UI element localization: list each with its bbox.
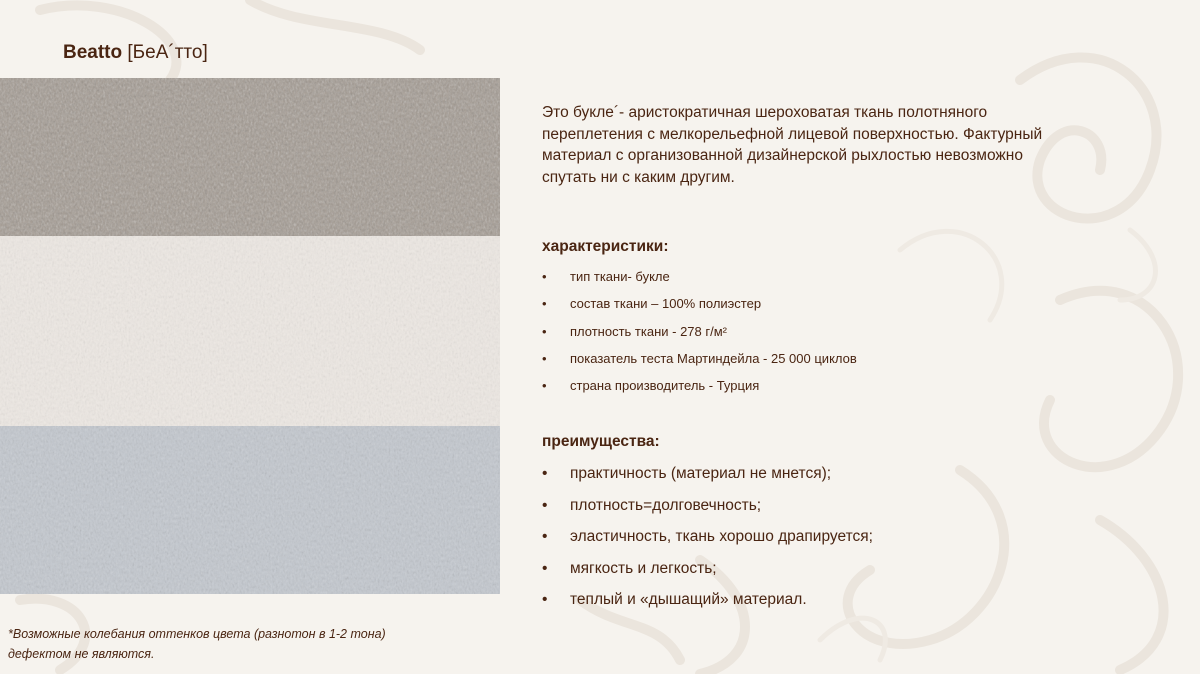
list-item: • практичность (материал не мнется);	[542, 465, 832, 482]
list-item: • состав ткани – 100% полиэстер	[542, 296, 762, 312]
list-item: • тип ткани- букле	[542, 269, 670, 284]
product-title	[63, 42, 208, 64]
color-variation-footnote: *Возможные колебания оттенков цвета (разнотон в 1-2 тона) дефектом не являются.	[8, 627, 386, 661]
bullet-icon: •	[542, 296, 547, 312]
list-item: • теплый и «дышащий» материал.	[542, 591, 807, 608]
fabric-description: Это букле´- аристократичная шероховатая ткань полотняного переплетения с мелкорельефной лицевой поверхностью. Фактурный материал с организованной дизайнерской рыхлостью невозможно спутать ни с каким другим.	[542, 104, 1043, 186]
product-pronunciation: [БеА´тто]	[127, 42, 208, 63]
fabric-swatch-grey-blue	[0, 426, 500, 594]
bullet-icon: •	[542, 269, 547, 284]
list-item: • плотность ткани - 278 г/м²	[542, 323, 727, 339]
list-item: • эластичность, ткань хорошо драпируется;	[542, 528, 873, 545]
characteristics-heading: характеристики:	[542, 238, 669, 255]
bullet-icon: •	[542, 378, 547, 394]
bullet-icon: •	[542, 350, 547, 366]
bullet-icon: •	[542, 591, 548, 608]
advantages-heading: преимущества:	[542, 433, 660, 450]
advantages-list	[542, 464, 873, 622]
list-item: • страна производитель - Турция	[542, 378, 760, 394]
product-name: Beatto	[63, 42, 123, 63]
characteristics-list	[542, 268, 857, 404]
list-item: • показатель теста Мартиндейла - 25 000 циклов	[542, 350, 857, 366]
bullet-icon: •	[542, 323, 547, 339]
bullet-icon: •	[542, 559, 548, 577]
fabric-swatch-cream	[0, 236, 500, 426]
list-item: • плотность=долговечность;	[542, 496, 762, 514]
bullet-icon: •	[542, 496, 548, 514]
bullet-icon: •	[542, 465, 548, 482]
list-item: • мягкость и легкость;	[542, 559, 717, 577]
bullet-icon: •	[542, 528, 548, 545]
fabric-swatch-taupe	[0, 78, 500, 236]
